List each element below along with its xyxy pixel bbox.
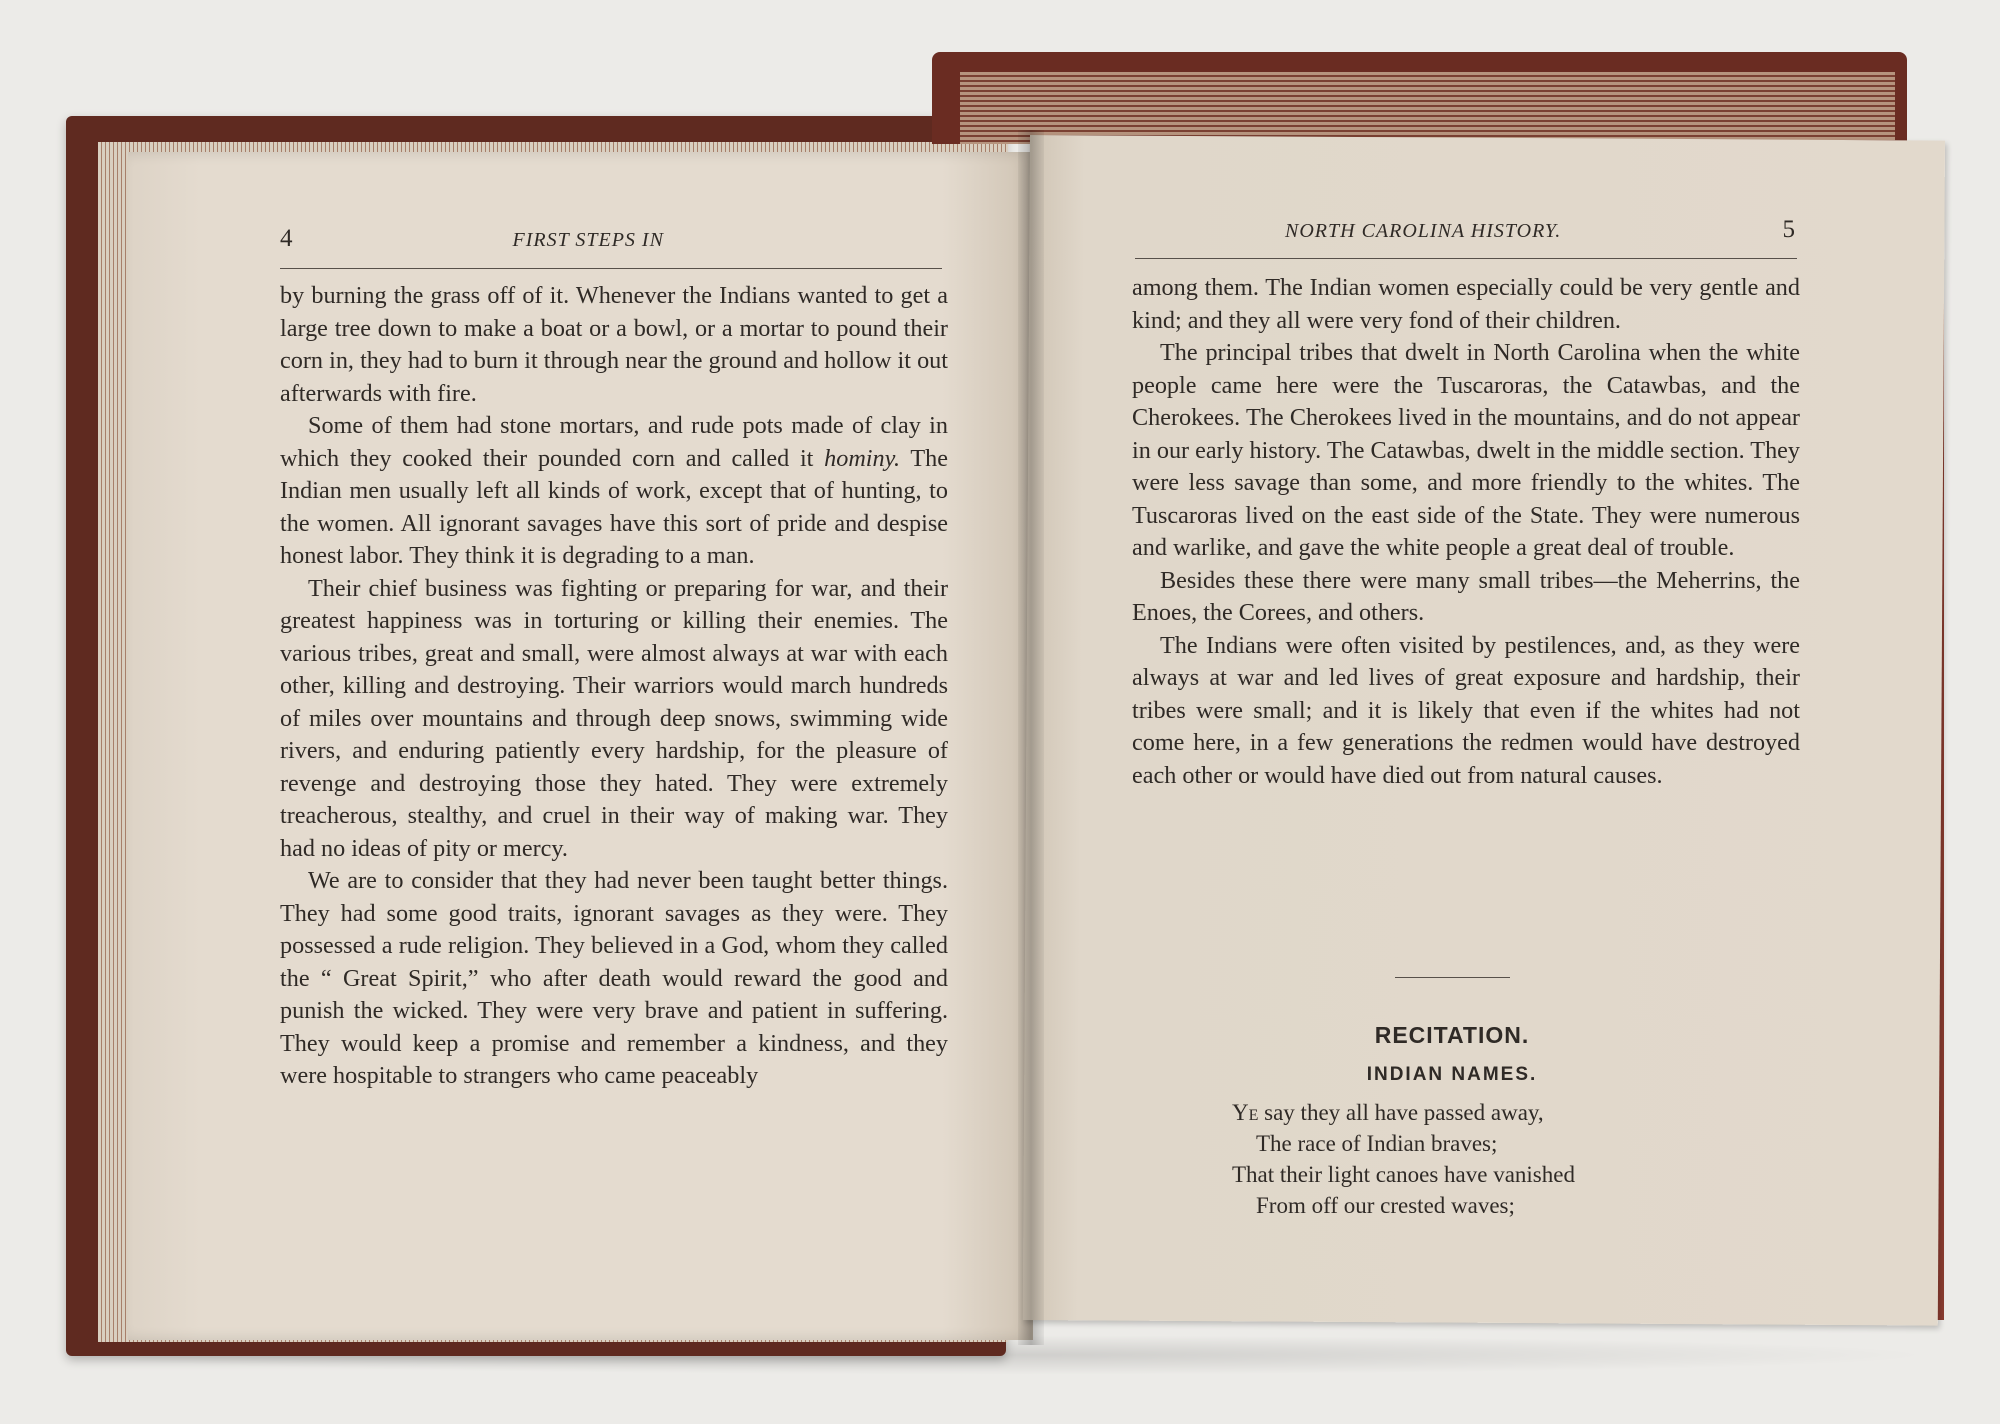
paragraph-text: Some of them had stone mortars, and rude pots made of clay in which they cooked their pounded corn and called it bbox=[280, 412, 948, 472]
paragraph: The Indians were often visited by pestilences, and, as they were always at war and led lives of great exposure and hardship, their tribes were small; and it is likely that even if the whites had not come here, in a few generations the redmen would have destroyed each other or would have died out from natural causes. bbox=[1132, 631, 1800, 789]
paragraph: by burning the grass off of it. Whenever the Indians wanted to get a large tree down to make a boat or a bowl, or a mortar to pound their corn in, they had to burn it through near the ground and hollow it out afterwards with fire. bbox=[280, 282, 948, 407]
right-running-header bbox=[1135, 216, 1795, 244]
poem-line bbox=[1232, 1097, 1702, 1128]
paragraph bbox=[280, 410, 948, 573]
right-body-text bbox=[1132, 272, 1800, 792]
poem bbox=[1232, 1097, 1702, 1221]
paragraph: Their chief business was fighting or preparing for war, and their greatest happiness was in torturing or killing their enemies. The various tribes, great and small, were almost always at war with each other, killing and destroying. Their warriors would march hundreds of miles over mountains and through deep snows, swimming wide rivers, and enduring patiently every hardship, for the pleasure of revenge and destroying those they hated. They were extremely treacherous, stealthy, and cruel in their way of making war. They had no ideas of pity or mercy. bbox=[280, 574, 948, 862]
right-running-head: NORTH CAROLINA HISTORY. bbox=[1285, 220, 1562, 242]
poem-line-text: The race of Indian braves; bbox=[1256, 1131, 1498, 1156]
right-page-edges bbox=[960, 72, 1895, 144]
poem-line-initial: Ye bbox=[1232, 1100, 1259, 1125]
book-gutter bbox=[1018, 130, 1044, 1345]
left-page-number: 4 bbox=[280, 225, 293, 252]
left-header-rule bbox=[280, 268, 942, 269]
poem-line-text: That their light canoes have vanished bbox=[1232, 1162, 1575, 1187]
left-body-text bbox=[280, 280, 948, 1093]
paragraph: The principal tribes that dwelt in North Carolina when the white people came here were the Tuscaroras, the Catawbas, and the Cherokees. The Cherokees lived in the mountains, and do not appear in our early history. The Catawbas, dwelt in the middle section. They were less savage than some, and more friendly to the whites. The Tuscaroras lived on the east side of the State. They were numerous and warlike, and gave the white people a great deal of trouble. bbox=[1132, 339, 1800, 561]
paragraph: among them. The Indian women especially could be very gentle and kind; and they all were very fond of their children. bbox=[1132, 274, 1800, 334]
section-title: RECITATION. bbox=[1374, 1022, 1530, 1048]
poem-line bbox=[1232, 1128, 1702, 1159]
poem-line-text: say they all have passed away, bbox=[1258, 1100, 1544, 1125]
right-header-rule bbox=[1135, 258, 1797, 259]
paragraph: We are to consider that they had never been taught better things. They had some good traits, ignorant savages as they were. They possessed a rude religion. They believed in a God, whom they called the “ Great Spirit,” who after death would reward the good and punish the wicked. They were very brave and patient in suffering. They would keep a promise and remember a kindness, and they were hospitable to strangers who came peaceably bbox=[280, 867, 948, 1089]
left-running-header bbox=[280, 225, 940, 253]
poem-line bbox=[1232, 1190, 1702, 1221]
poem-line-text: From off our crested waves; bbox=[1256, 1193, 1515, 1218]
italic-term: hominy. bbox=[824, 444, 901, 472]
paragraph: Besides these there were many small tribes—the Meherrins, the Enoes, the Corees, and others. bbox=[1132, 566, 1800, 626]
paragraph-text: The Indian men usually left all kinds of work, except that of hunting, to the women. All ignorant savages have this sort of pride and despise honest labor. They think it is degrading to a man. bbox=[280, 444, 948, 569]
right-page-number: 5 bbox=[1782, 216, 1795, 243]
poem-title: INDIAN NAMES. bbox=[1366, 1064, 1538, 1085]
section-divider bbox=[1395, 977, 1510, 978]
left-running-head: FIRST STEPS IN bbox=[512, 229, 664, 251]
poem-line bbox=[1232, 1159, 1702, 1190]
